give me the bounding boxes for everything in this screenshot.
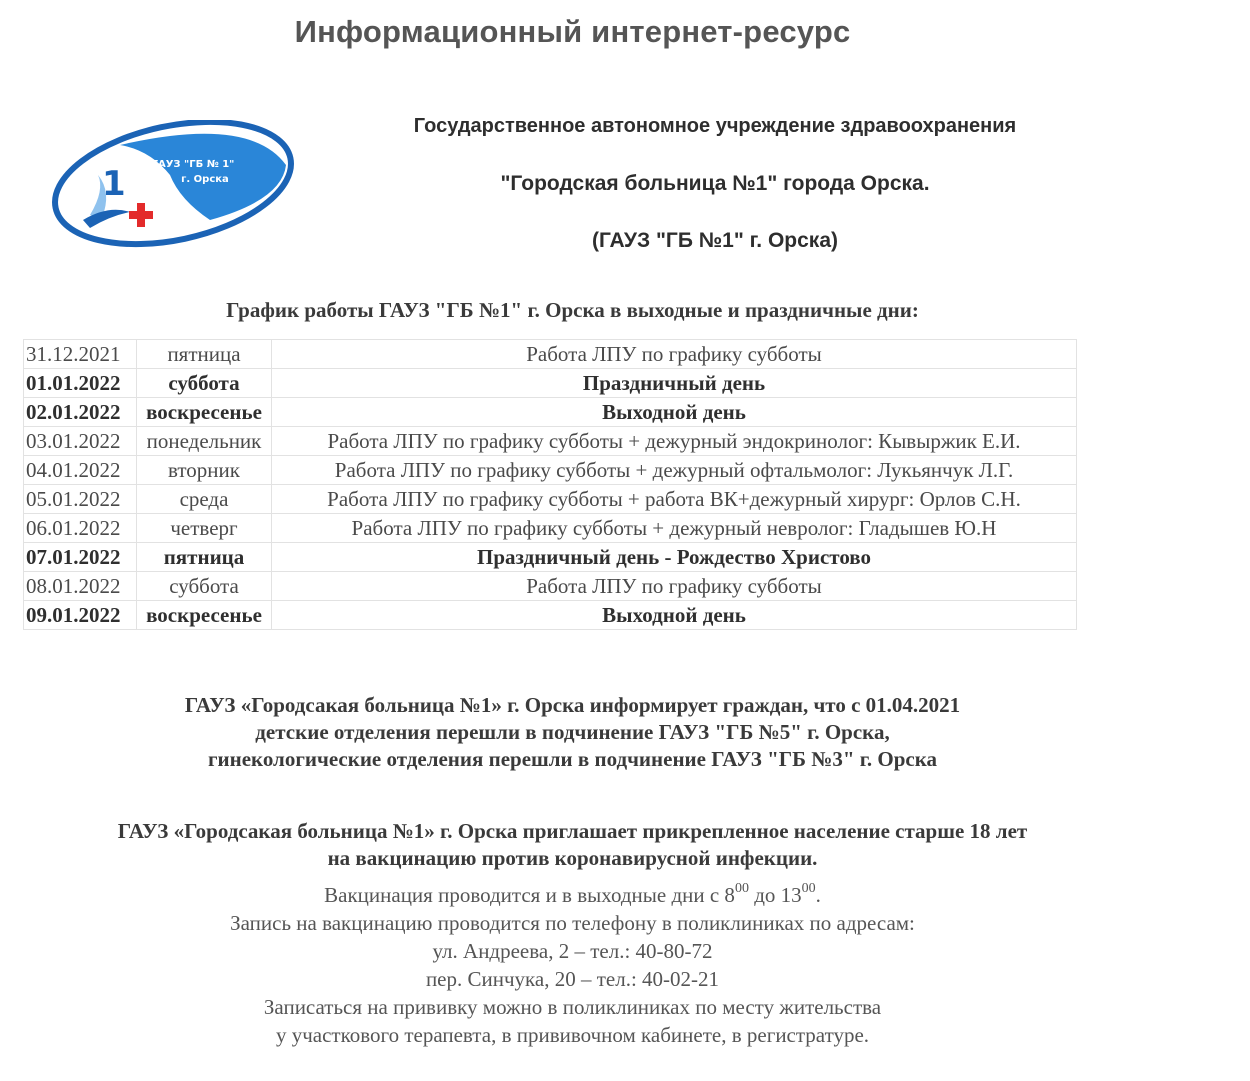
schedule-info: Работа ЛПУ по графику субботы + дежурный эндокринолог: Кывыржик Е.И. [272,427,1077,456]
vaccination-details [0,881,1145,1049]
hospital-logo [50,120,300,250]
schedule-row [24,601,1077,630]
vaccination-hours-suffix: . [815,883,821,907]
vaccination-invitation [0,818,1145,872]
vaccination-hours-middle: до 13 [748,883,802,907]
vaccination-hours-from-minutes: 00 [734,881,749,896]
vaccination-where-1: Записаться на прививку можно в поликлиниках по месту жительства [263,995,882,1019]
site-title: Информационный интернет-ресурс [294,14,851,49]
vaccination-address-1: ул. Андреева, 2 – тел.: 40-80-72 [432,939,713,963]
schedule-info: Праздничный день - Рождество Христово [272,543,1077,572]
org-name-line3: (ГАУЗ "ГБ №1" г. Орска) [591,229,838,252]
schedule-table [23,339,1077,630]
schedule-day: четверг [137,514,272,543]
org-name-line1: Государственное автономное учреждение здравоохранения [413,115,1017,137]
schedule-row [24,398,1077,427]
hospital-logo-graphic [50,120,300,250]
schedule-date: 04.01.2022 [24,456,137,485]
schedule-date: 02.01.2022 [24,398,137,427]
vaccination-where-2: у участкового терапевта, в прививочном кабинете, в регистратуре. [275,1023,870,1047]
schedule-info: Работа ЛПУ по графику субботы + дежурный офтальмолог: Лукьянчук Л.Г. [272,456,1077,485]
schedule-date: 09.01.2022 [24,601,137,630]
schedule-day: понедельник [137,427,272,456]
vaccination-invitation-line2: на вакцинацию против коронавирусной инфекции. [327,846,818,870]
schedule-row [24,572,1077,601]
schedule-date: 03.01.2022 [24,427,137,456]
logo-text-line1: ГАУЗ "ГБ № 1" [151,159,235,170]
schedule-date: 01.01.2022 [24,369,137,398]
org-name-line2: "Городская больница №1" города Орска. [500,172,930,195]
departments-notice [0,692,1145,773]
schedule-date: 05.01.2022 [24,485,137,514]
schedule-info: Выходной день [272,601,1077,630]
schedule-day: пятница [137,543,272,572]
vaccination-address-2: пер. Синчука, 20 – тел.: 40-02-21 [425,967,720,991]
schedule-info: Праздничный день [272,369,1077,398]
schedule-day: воскресенье [137,398,272,427]
vaccination-invitation-line1: ГАУЗ «Городсакая больница №1» г. Орска приглашает прикрепленное население старше 18 лет [117,819,1028,843]
schedule-info: Выходной день [272,398,1077,427]
schedule-row [24,485,1077,514]
vaccination-phone-intro: Запись на вакцинацию проводится по телефону в поликлиниках по адресам: [230,911,915,935]
schedule-row [24,369,1077,398]
schedule-info: Работа ЛПУ по графику субботы [272,572,1077,601]
vaccination-hours-prefix: Вакцинация проводится и в выходные дни с 8 [324,883,735,907]
schedule-day: воскресенье [137,601,272,630]
schedule-row [24,456,1077,485]
departments-notice-line3: гинекологические отделения перешли в подчинение ГАУЗ "ГБ №3" г. Орска [207,747,938,771]
schedule-day: вторник [137,456,272,485]
vaccination-hours [0,881,1145,909]
schedule-day: суббота [137,572,272,601]
schedule-date: 06.01.2022 [24,514,137,543]
schedule-row [24,427,1077,456]
logo-text-line2: г. Орска [181,174,229,185]
departments-notice-line2: детские отделения перешли в подчинение ГАУЗ "ГБ №5" г. Орска, [255,720,890,744]
vaccination-hours-to-minutes: 00 [801,881,816,896]
schedule-info: Работа ЛПУ по графику субботы + дежурный невролог: Гладышев Ю.Н [272,514,1077,543]
schedule-day: суббота [137,369,272,398]
schedule-info: Работа ЛПУ по графику субботы [272,340,1077,369]
schedule-day: пятница [137,340,272,369]
schedule-day: среда [137,485,272,514]
departments-notice-line1: ГАУЗ «Городсакая больница №1» г. Орска информирует граждан, что с 01.04.2021 [184,693,961,717]
schedule-date: 07.01.2022 [24,543,137,572]
logo-numeral: 1 [102,164,126,204]
schedule-date: 31.12.2021 [24,340,137,369]
schedule-row [24,340,1077,369]
schedule-info: Работа ЛПУ по графику субботы + работа ВК+дежурный хирург: Орлов С.Н. [272,485,1077,514]
schedule-date: 08.01.2022 [24,572,137,601]
schedule-row [24,514,1077,543]
schedule-title: График работы ГАУЗ "ГБ №1" г. Орска в выходные и праздничные дни: [226,298,919,322]
schedule-row [24,543,1077,572]
